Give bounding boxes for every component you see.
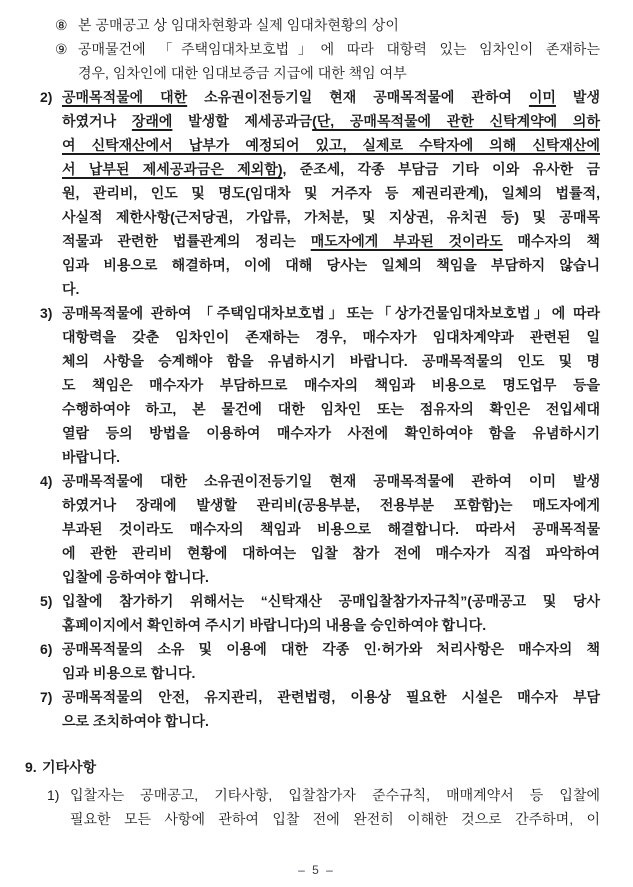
text-line: [62, 421, 600, 445]
text-line: [62, 613, 600, 637]
text-line: [62, 253, 600, 277]
text-segment: 입찰에 참가하기 위해서는 “신탁재산 공매입찰참가자규칙”(공매공고 및 당사: [62, 593, 600, 609]
text-line: [62, 85, 600, 109]
subitem-9-text: [78, 37, 600, 85]
text-line: [62, 469, 600, 493]
text-segment: 매수자의 책: [502, 233, 600, 249]
item-7-text: [62, 685, 600, 733]
document-body: [0, 13, 633, 831]
underlined-text: 공매목적물에 대한: [62, 89, 188, 105]
text-segment: , 준조세, 각종 부담금 기타 이와 유사한 금: [282, 161, 600, 177]
item-5: [0, 589, 633, 637]
text-segment: 본 공매공고 상 임대차현황과 실제 임대차현황의 상이: [78, 17, 399, 33]
text-line: [62, 133, 600, 157]
text-segment: 원, 관리비, 인도 및 명도(임대차 및 거주자 등 제권리관계), 일체의 법률적,: [62, 185, 600, 201]
item-2: [0, 85, 633, 301]
item-2-marker: 2): [40, 89, 53, 105]
text-line: [62, 565, 600, 589]
text-line: [62, 349, 600, 373]
text-line: [62, 109, 600, 133]
text-segment: 하였거나 장래에 발생할 관리비(공용부분, 전용부분 포함함)는 매도자에게: [62, 497, 600, 513]
text-segment: 공매목적물의 소유 및 이용에 대한 각종 인·허가와 처리사항은 매수자의 책: [62, 641, 600, 657]
text-segment: 열람 등의 방법을 이용하여 매수자가 사전에 확인하여야 함을 유념하시기: [62, 425, 600, 441]
section-9-text: [42, 755, 600, 779]
subitem-8: [0, 13, 633, 37]
underlined-text: 이미: [528, 89, 556, 105]
text-line: [62, 661, 600, 685]
text-segment: 임과 비용으로 합니다.: [62, 665, 196, 681]
text-segment: 발생할 제세공과금: [172, 113, 313, 129]
text-line: [78, 13, 600, 37]
text-line: [62, 229, 600, 253]
text-segment: 적물과 관련한 법률관계의 정리는: [62, 233, 311, 249]
text-line: [70, 783, 600, 807]
text-line: [78, 61, 600, 85]
text-line: [62, 301, 600, 325]
item-4-text: [62, 469, 600, 589]
text-line: [62, 589, 600, 613]
text-line: [62, 397, 600, 421]
text-segment: 홈페이지에서 확인하여 주시기 바랍니다)의 내용을 승인하여야 합니다.: [62, 617, 487, 633]
item-9-1: [0, 783, 633, 831]
item-7: [0, 685, 633, 733]
text-segment: 체의 사항을 승계해야 함을 유념하시기 바랍니다. 공매목적물의 인도 및 명: [62, 353, 600, 369]
item-5-text: [62, 589, 600, 637]
text-segment: 바랍니다.: [62, 449, 120, 465]
item-5-marker: 5): [40, 593, 53, 609]
text-segment: 사실적 제한사항(근저당권, 가압류, 가처분, 및 지상권, 유치권 등) 및 공매목: [62, 209, 600, 225]
page-number: – 5 –: [298, 863, 335, 877]
subitem-9-marker: ⑨: [55, 41, 68, 57]
text-segment: 입찰에 응하여야 합니다.: [62, 569, 209, 585]
item-6-text: [62, 637, 600, 685]
text-segment: 대항력을 갖춘 임차인이 존재하는 경우, 매수자가 임대차계약과 관련된 일: [62, 329, 600, 345]
section-9: [0, 755, 633, 779]
item-2-text: [62, 85, 600, 301]
underlined-text: 매도자에게 부과된 것이라도: [310, 233, 503, 249]
text-line: [62, 373, 600, 397]
text-segment: 경우, 임차인에 대한 임대보증금 지급에 대한 책임 여부: [78, 65, 407, 81]
item-4: [0, 469, 633, 589]
text-segment: 공매목적물에 관하여 「주택임대차보호법」또는「상가건물임대차보호법」에 따라: [62, 305, 600, 321]
text-segment: 공매물건에 「주택임대차보호법」에 따라 대항력 있는 임차인이 존재하는: [78, 41, 600, 57]
underlined-text: 장래에: [131, 113, 173, 129]
item-3: [0, 301, 633, 469]
underlined-text: (단, 공매목적물에 관한 신탁계약에 의하: [312, 113, 600, 129]
item-9-1-text: [70, 783, 600, 831]
item-4-marker: 4): [40, 473, 53, 489]
text-segment: 부과된 것이라도 매수자의 책임과 비용으로 해결합니다. 따라서 공매목적물: [62, 521, 600, 537]
item-3-text: [62, 301, 600, 469]
subitem-8-marker: ⑧: [55, 17, 68, 33]
text-segment: 기타사항: [42, 759, 97, 775]
text-line: [62, 277, 600, 301]
text-segment: 으로 조치하여야 합니다.: [62, 713, 209, 729]
text-segment: 수행하여야 하고, 본 물건에 대한 임차인 또는 점유자의 확인은 전입세대: [62, 401, 600, 417]
text-segment: 에 관한 관리비 현황에 대하여는 입찰 참가 전에 매수자가 직접 파악하여: [62, 545, 600, 561]
item-6: [0, 637, 633, 685]
section-9-marker: 9.: [25, 759, 37, 775]
text-line: [62, 445, 600, 469]
text-line: [62, 493, 600, 517]
text-line: [62, 517, 600, 541]
item-7-marker: 7): [40, 689, 53, 705]
text-segment: 임과 비용으로 해결하며, 이에 대해 당사는 일체의 책임을 부담하지 않습니: [62, 257, 600, 273]
text-line: [62, 157, 600, 181]
text-segment: 다.: [62, 281, 80, 297]
text-line: [42, 755, 600, 779]
underlined-text: 서 납부된 제세공과금은 제외함): [62, 161, 283, 177]
item-6-marker: 6): [40, 641, 53, 657]
text-segment: 필요한 모든 사항에 관하여 입찰 전에 완전히 이해한 것으로 간주하며, 이: [70, 811, 600, 827]
text-segment: 발생: [555, 89, 600, 105]
text-line: [62, 205, 600, 229]
text-segment: 입찰자는 공매공고, 기타사항, 입찰참가자 준수규칙, 매매계약서 등 입찰에: [70, 787, 600, 803]
text-line: [62, 325, 600, 349]
item-9-1-marker: 1): [47, 787, 60, 803]
text-line: [62, 181, 600, 205]
subitem-8-text: [78, 13, 600, 37]
text-segment: 소유권이전등기일 현재 공매목적물에 관하여: [187, 89, 529, 105]
text-segment: 도 책임은 매수자가 부담하므로 매수자의 책임과 비용으로 명도업무 등을: [62, 377, 600, 393]
text-line: [62, 637, 600, 661]
text-segment: 하였거나: [62, 113, 132, 129]
text-segment: 공매목적물에 대한 소유권이전등기일 현재 공매목적물에 관하여 이미 발생: [62, 473, 600, 489]
text-line: [62, 541, 600, 565]
text-segment: 공매목적물의 안전, 유지관리, 관련법령, 이용상 필요한 시설은 매수자 부담: [62, 689, 600, 705]
text-line: [70, 807, 600, 831]
text-line: [62, 685, 600, 709]
text-line: [62, 709, 600, 733]
underlined-text: 여 신탁재산에서 납부가 예정되어 있고, 실제로 수탁자에 의해 신탁재산에: [62, 137, 600, 153]
subitem-9: [0, 37, 633, 85]
item-3-marker: 3): [40, 305, 53, 321]
text-line: [78, 37, 600, 61]
